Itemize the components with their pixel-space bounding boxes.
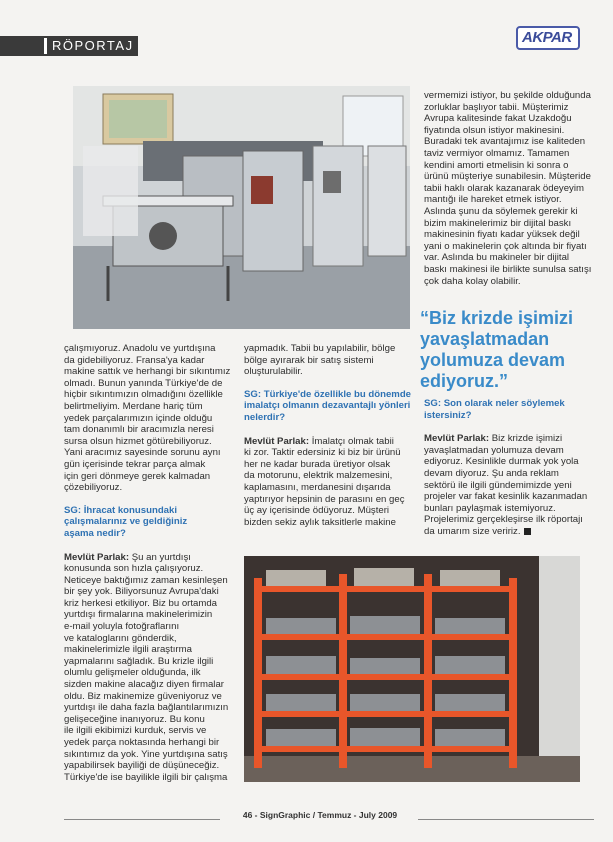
page-footer: 46 - SignGraphic / Temmuz - July 2009 (242, 810, 398, 820)
col1-speaker: Mevlüt Parlak: (64, 551, 130, 563)
column-2 (244, 343, 419, 528)
col2-answer (244, 436, 419, 529)
section-title: RÖPORTAJ (52, 38, 134, 53)
machines-illustration (73, 86, 410, 329)
pull-quote: “Biz krizde işimizi yavaşlatmadan yolumuza devam ediyoruz.” (420, 308, 574, 391)
col1-question: SG: İhracat konusundaki çalışmalarınız ve geldiğiniz aşama nedir? (64, 504, 188, 539)
col2-paragraph-2: İmalatçı olmak tabii ki zor. Taktir edersiniz ki biz bir ürünü her ne kadar burada üretiyor olsak da motorunu, elektrik malzemesini, kaplamasını, merdanesini dışarıda yaptırıyor hepsinin de parasını en geç üç ay içerisinde ödüyoruz. Müşteri bizden sekiz aylık taksitlerle makine (244, 435, 405, 528)
footer-rule-left (64, 819, 220, 820)
logo-text: AKPAR (522, 29, 572, 46)
col2-speaker: Mevlüt Parlak: (244, 435, 310, 447)
end-mark-icon (524, 528, 531, 535)
col1-paragraph-2: Şu an yurtdışı konusunda son hızla çalışıyoruz. Neticeye baktığımız zaman kesinleşen bir şey yok. Biliyorsunuz Avrupa'daki kriz herkesi etkiliyor. Biz bu ortamda yurtdışı firmalarına makinelerimizin e-mail yoluyla fotoğraflarını ve kataloglarını gönderdik, makinelerimizle ilgili araştırma yapmalarını sağladık. Bu krizle ilgili olumlu gelişmeler olduğunda, ilk sizden makine alacağız diyen firmalar oldu. Biz makinemize güveniyoruz ve yurtdışı ile daha fazla bağlantılarımızın gelişeceğine inanıyoruz. Bu konu ile ilgili ekibimizi kurduk, servis ve yedek parça noktasında herhangi bir sıkıntımız da yok. Yine yurtdışına satış yapabilirsek bayiliği de düşüneceğiz. Türkiye'de ise bayilikle ilgili bir çalışma (64, 551, 229, 783)
column-1 (64, 343, 244, 783)
machines-photo (73, 86, 410, 329)
col1-paragraph-1: çalışmıyoruz. Anadolu ve yurtdışına da gidebiliyoruz. Fransa'ya kadar makine sattık ve herhangi bir sıkıntımız olmadı. Bunun yanında Türkiye'de de hiçbir sıkıntımızın olmadığını özellikle belirtmeliyim. Merdane hariç tüm yedek parçalarımızın içinde olduğu tam donanımlı bir aracımızla neresi sursa olsun hizmet götürebiliyoruz. Yani aracımız sayesinde sorunu aynı gün içerisinde tekrar parça almak için geri dönmeye gerek kalmadan çözebiliyoruz. (64, 343, 231, 494)
shelves-illustration (244, 556, 580, 782)
shelves-photo (244, 556, 580, 782)
akpar-logo (516, 26, 580, 50)
col3-speaker: Mevlüt Parlak: (424, 433, 490, 445)
column-3-lower (424, 398, 604, 538)
col3-question: SG: Son olarak neler söylemek istersiniz? (424, 398, 565, 421)
col3-paragraph-1: vermemizi istiyor, bu şekilde olduğunda zorluklar başlıyor tabii. Müşterimiz Avrupa kalitesinde fakat Uzakdoğu fiyatında olsun istiyor makinesini. Buradaki tek avantajımız ise kaliteden taviz vermiyor olmamız. Tamamen kendini amorti etmelisin ki sonra o ürünü müşteriye sunabilesin. Müşteride tabii haklı olarak kazanarak ödeyeyim mantığı ile hareket etmek istiyor. Aslında şunu da söylemek gerekir ki bizim makinelerimiz bir dijital baskı makinesinin fiyatı kadar yüksek değil yani o makinelerin çok altında bir fiyatı var. Aslında bu makineler bir dijital baskı makinesi ile birlikte sunulsa satışı çok daha kolay olabilir. (424, 90, 592, 287)
section-accent-line (44, 38, 47, 54)
col2-paragraph-1: yapmadık. Tabii bu yapılabilir, bölge bölge ayırarak bir satış sistemi oluşturulabilir. (244, 343, 396, 378)
col2-question: SG: Türkiye'de özellikle bu dönemde imalatçı olmanın dezavantajlı yönleri nelerdir? (244, 388, 412, 423)
col3-paragraph-2: Biz krizde işimizi yavaşlatmadan yolumuza devam ediyoruz. Kesinlikle durmak yok yola devam diyoruz. Şu anda reklam sektörü ile ilgili gündemimizde yeni projeler var fakat kesinlik kazanmadan bunları paylaşmak istemiyoruz. Projelerimiz gerçekleşirse ilk röportajı da umarım size veririz. (424, 433, 588, 537)
col3-answer (424, 433, 604, 537)
column-3 (424, 90, 604, 287)
footer-rule-right (418, 819, 594, 820)
col1-answer (64, 552, 244, 784)
